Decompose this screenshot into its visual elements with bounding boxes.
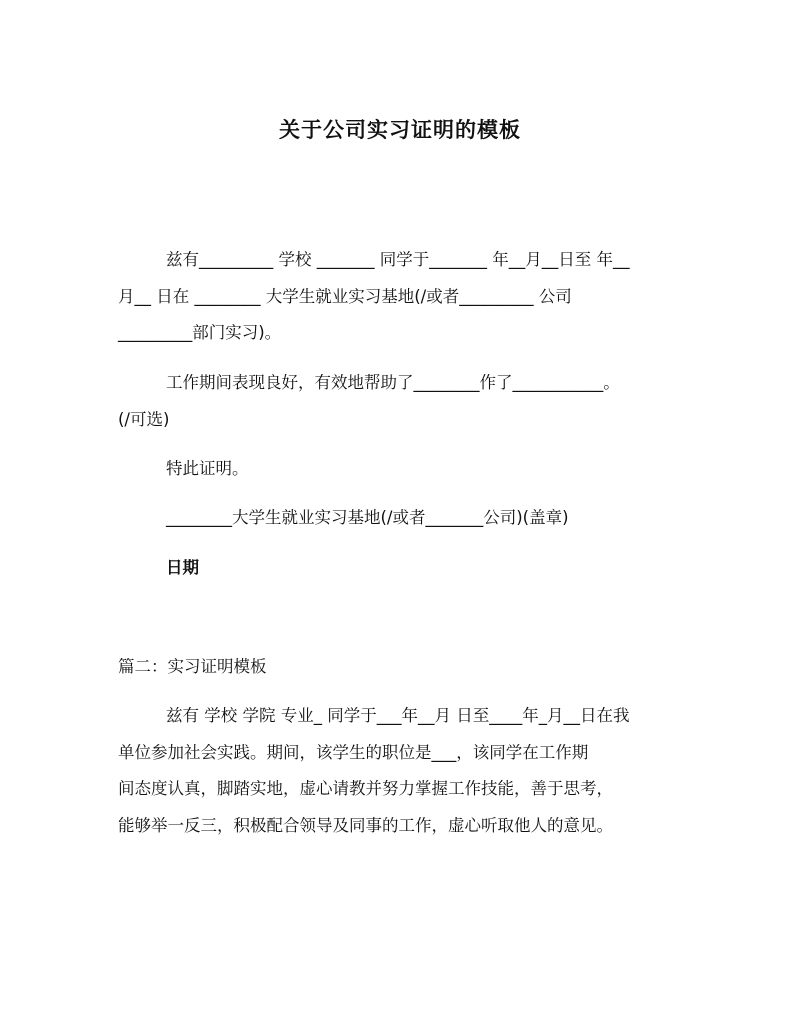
paragraph-line: 特此证明。 bbox=[166, 459, 249, 478]
signature-line: ________大学生就业实习基地(/或者_______公司)(盖章) bbox=[166, 508, 569, 527]
paragraph-line: 兹有 学校 学院 专业_ 同学于___年__月 日至____年_月__日在我 bbox=[166, 706, 630, 725]
paragraph-line: _________部门实习)。 bbox=[118, 323, 282, 342]
paragraph-line: (/可选) bbox=[118, 410, 170, 429]
paragraph-line: 间态度认真，脚踏实地，虚心请教并努力掌握工作技能，善于思考， bbox=[118, 779, 613, 798]
paragraph-line: 单位参加社会实践。期间，该学生的职位是___，该同学在工作期 bbox=[118, 743, 589, 762]
paragraph-line: 兹有_________ 学校 _______ 同学于_______ 年__月__日至 年__ bbox=[166, 250, 630, 269]
section-heading: 篇二：实习证明模板 bbox=[118, 657, 267, 676]
date-label: 日期 bbox=[166, 558, 199, 577]
document-title: 关于公司实习证明的模板 bbox=[279, 118, 521, 142]
paragraph-line: 月__ 日在 ________ 大学生就业实习基地(/或者_________ 公司 bbox=[118, 287, 572, 306]
paragraph-line: 工作期间表现良好，有效地帮助了________作了___________。 bbox=[166, 373, 620, 392]
paragraph-line: 能够举一反三，积极配合领导及同事的工作，虚心听取他人的意见。 bbox=[118, 816, 613, 835]
